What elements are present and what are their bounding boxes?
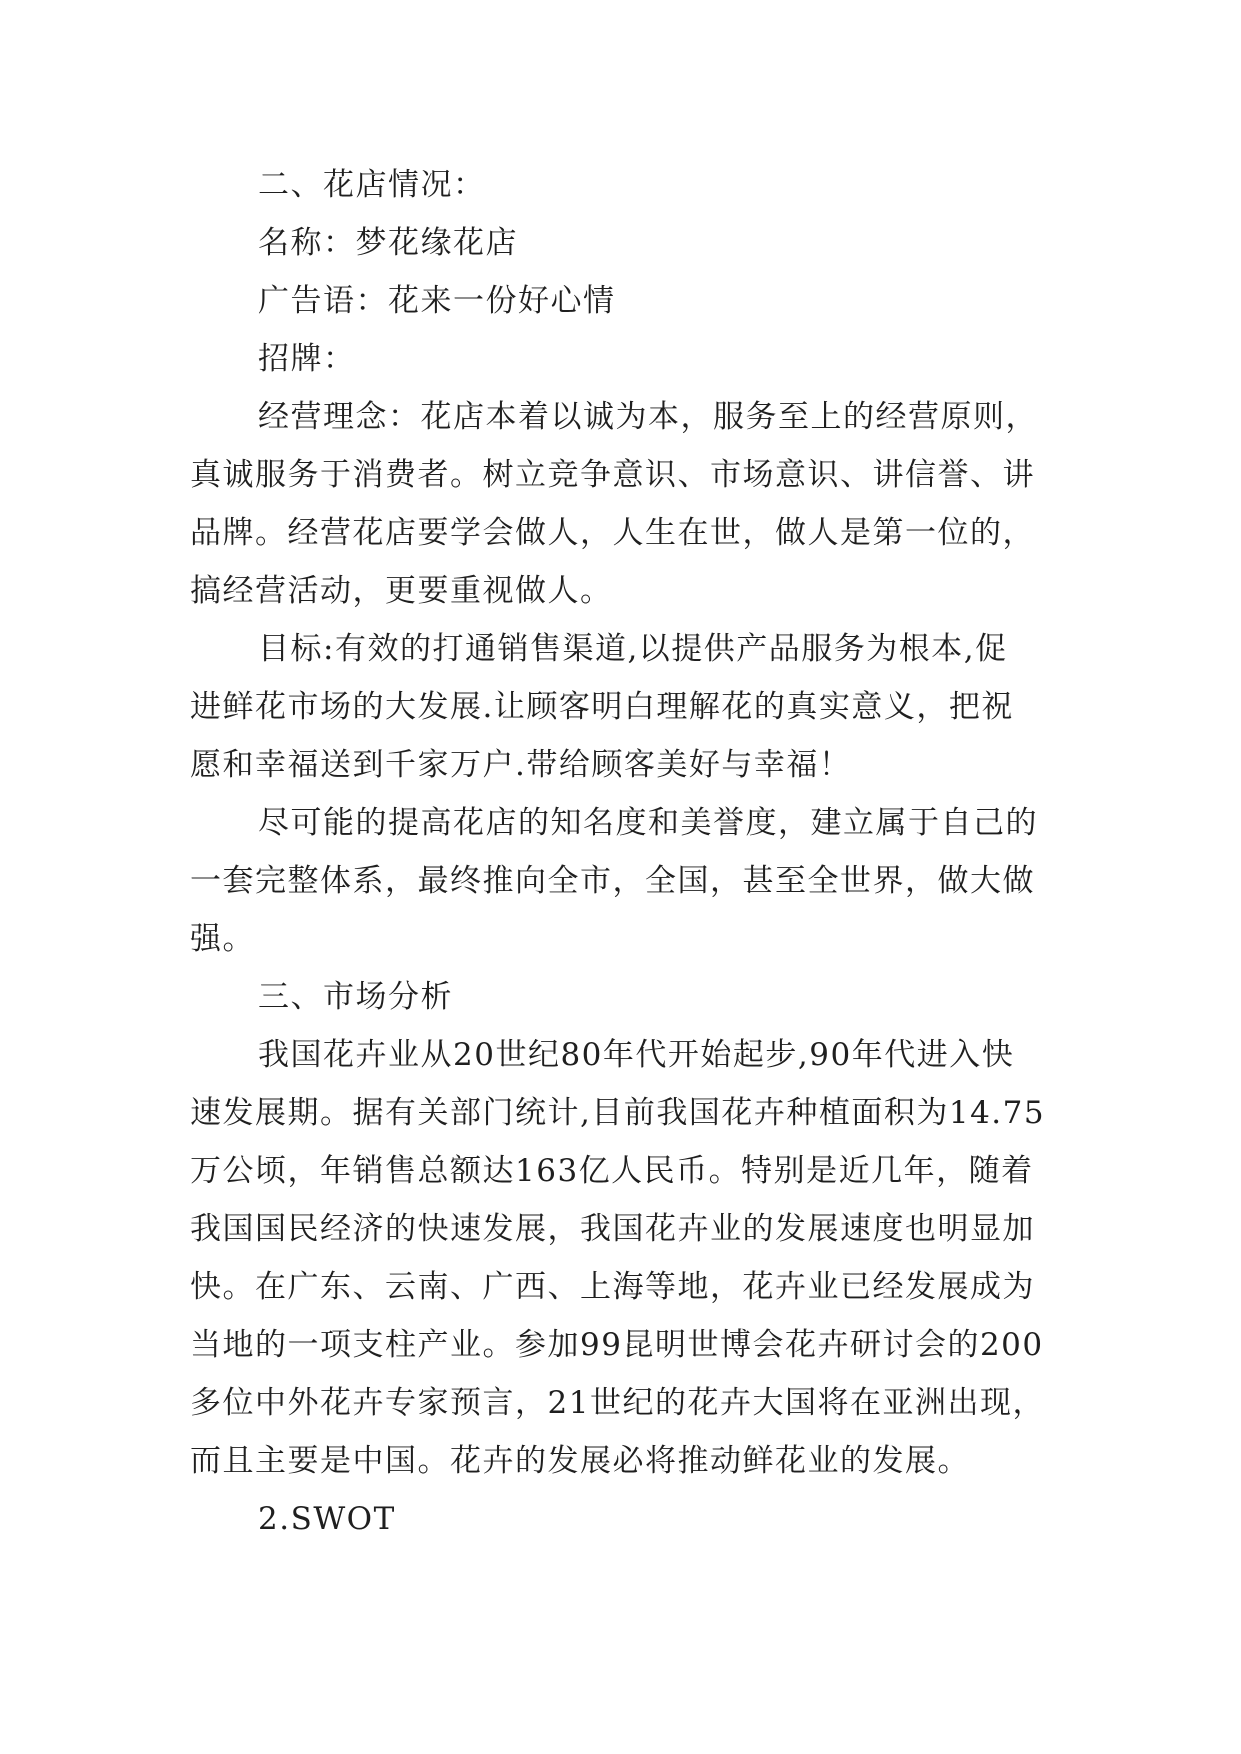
- section-heading-market-analysis: 三、市场分析: [258, 979, 453, 1015]
- philosophy-line-3: 品牌。经营花店要学会做人，人生在世，做人是第一位的，: [190, 515, 1035, 551]
- goal-line-2: 进鲜花市场的大发展.让顾客明白理解花的真实意义，把祝: [190, 689, 1014, 725]
- slogan-line: 广告语：花来一份好心情: [258, 283, 616, 319]
- market-line-7: 多位中外花卉专家预言，21世纪的花卉大国将在亚洲出现，: [190, 1385, 1045, 1421]
- signboard-line: 招牌：: [258, 341, 356, 377]
- market-line-1: 我国花卉业从20世纪80年代开始起步,90年代进入快: [258, 1037, 1015, 1073]
- vision-line-3: 强。: [190, 921, 255, 957]
- subheading-swot: 2.SWOT: [258, 1501, 396, 1537]
- market-line-6: 当地的一项支柱产业。参加99昆明世博会花卉研讨会的200: [190, 1327, 1044, 1363]
- market-line-2: 速发展期。据有关部门统计,目前我国花卉种植面积为14.75: [190, 1095, 1046, 1131]
- market-line-8: 而且主要是中国。花卉的发展必将推动鲜花业的发展。: [190, 1443, 970, 1479]
- philosophy-line-2: 真诚服务于消费者。树立竞争意识、市场意识、讲信誉、讲: [190, 457, 1035, 493]
- section-heading-shop-info: 二、花店情况：: [258, 167, 486, 203]
- goal-line-3: 愿和幸福送到千家万户.带给顾客美好与幸福！: [190, 747, 852, 783]
- goal-line-1: 目标:有效的打通销售渠道,以提供产品服务为根本,促: [258, 631, 1008, 667]
- vision-line-1: 尽可能的提高花店的知名度和美誉度，建立属于自己的: [258, 805, 1038, 841]
- market-line-4: 我国国民经济的快速发展，我国花卉业的发展速度也明显加: [190, 1211, 1035, 1247]
- philosophy-line-4: 搞经营活动，更要重视做人。: [190, 573, 613, 609]
- philosophy-line-1: 经营理念：花店本着以诚为本，服务至上的经营原则，: [258, 399, 1038, 435]
- shop-name-line: 名称：梦花缘花店: [258, 225, 518, 261]
- market-line-5: 快。在广东、云南、广西、上海等地，花卉业已经发展成为: [190, 1269, 1035, 1305]
- vision-line-2: 一套完整体系，最终推向全市，全国，甚至全世界，做大做: [190, 863, 1035, 899]
- market-line-3: 万公顷，年销售总额达163亿人民币。特别是近几年，随着: [190, 1153, 1034, 1189]
